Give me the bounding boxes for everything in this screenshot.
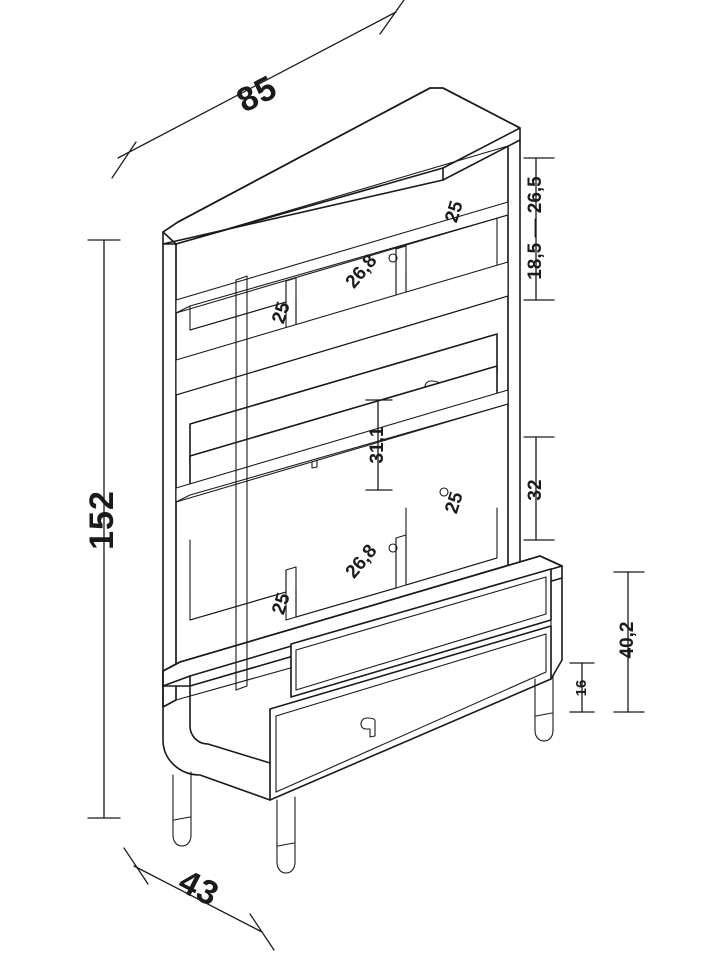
dimension-label-lower-section: 32 xyxy=(525,479,547,501)
leg-front-left xyxy=(173,772,191,846)
dimension-lower-section xyxy=(524,437,554,540)
dimension-label-top-shelf-left: 25 xyxy=(268,299,295,327)
dimension-mid-shelf-left xyxy=(268,590,295,617)
dimension-label-base-section: 40,2 xyxy=(617,621,639,659)
cabinet-illustration xyxy=(163,88,562,873)
dimension-label-leg-height: 16 xyxy=(572,679,590,697)
dimension-label-height: 152 xyxy=(82,490,121,550)
dimension-base-section xyxy=(614,572,644,712)
dimension-label-depth: 43 xyxy=(172,862,226,915)
dimension-height-152 xyxy=(83,240,121,818)
dimension-top-shelf-left xyxy=(268,299,295,326)
dimension-label-middle-section: 31,1 xyxy=(367,426,389,464)
base-cabinet-right-flank xyxy=(551,569,562,679)
cabinet-left-side-panel xyxy=(163,244,176,707)
leg-front-center xyxy=(277,797,295,873)
dimension-label-upper-section: 18,5 — 26,5 xyxy=(525,176,547,280)
dimension-label-top-shelf-right: 25 xyxy=(441,198,468,226)
dimension-upper-section xyxy=(524,158,554,300)
cabinet-right-side-panel xyxy=(508,140,520,607)
dimension-label-top-shelf-center: 26,8 xyxy=(341,250,382,293)
dimension-label-mid-shelf-left: 25 xyxy=(268,590,295,618)
dimension-depth-43 xyxy=(124,848,274,950)
dimension-label-mid-shelf-center: 26,8 xyxy=(341,540,382,583)
dimension-label-mid-shelf-right: 25 xyxy=(441,489,468,517)
dimension-mid-shelf-right xyxy=(440,488,468,516)
dimension-label-width: 85 xyxy=(230,68,284,121)
leg-rear-right xyxy=(535,676,553,741)
dimension-mid-shelf-center xyxy=(342,541,397,583)
dimension-leg-height xyxy=(570,663,594,712)
